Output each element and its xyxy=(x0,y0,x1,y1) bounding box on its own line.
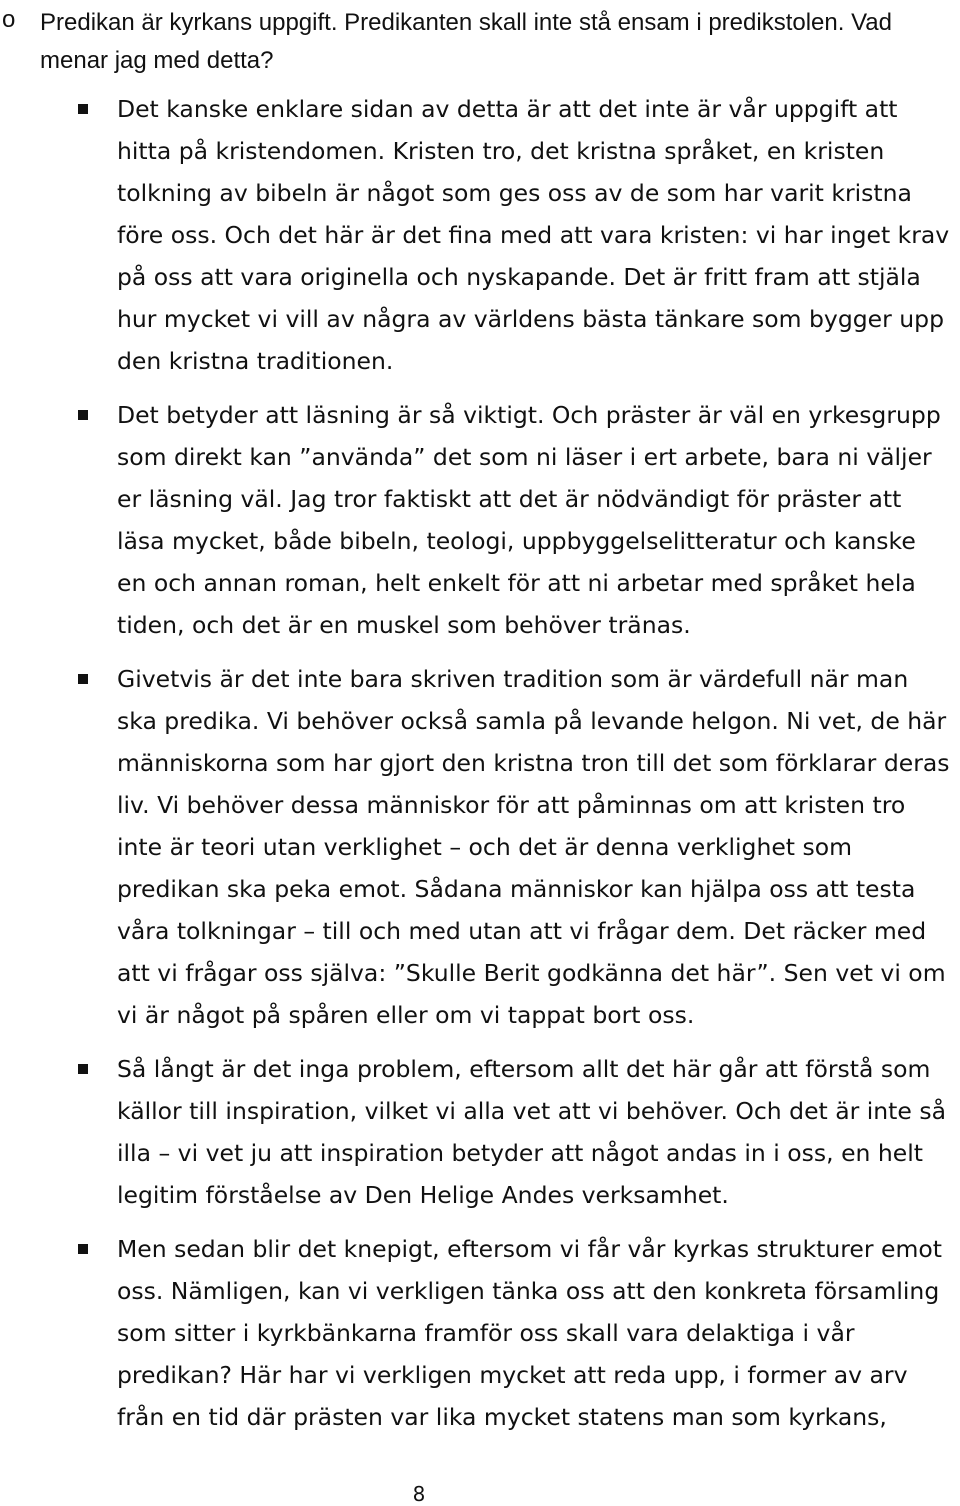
bullet-text: Men sedan blir det knepigt, eftersom vi får vår kyrkas strukturer emot oss. Nämligen, kan vi verkligen tänka oss att den konkreta församling som sitter i kyrkbänkarna framför oss skall vara delaktiga i vår predikan? Här har vi verkligen mycket att reda upp, i former av arv från en tid där prästen var lika mycket statens man som kyrkans, xyxy=(117,1235,942,1431)
bullet-item xyxy=(0,88,960,382)
bullet-text: Så långt är det inga problem, eftersom allt det här går att förstå som källor till inspiration, vilket vi alla vet att vi behöver. Och det är inte så illa – vi vet ju att inspiration betyder att något andas in i oss, en helt legitim förståelse av Den Helige Andes verksamhet. xyxy=(117,1055,946,1209)
square-bullet-icon xyxy=(78,1244,88,1254)
bullet-item xyxy=(0,658,960,1036)
square-bullet-icon xyxy=(78,1064,88,1074)
square-bullet-icon xyxy=(78,410,88,420)
bullet-text: Givetvis är det inte bara skriven tradition som är värdefull när man ska predika. Vi behöver också samla på levande helgon. Ni vet, de här människorna som har gjort den kristna tron till det som förklarar deras liv. Vi behöver dessa människor för att påminnas om att kristen tro inte är teori utan verklighet – och det är denna verklighet som predikan ska peka emot. Sådana människor kan hjälpa oss att testa våra tolkningar – till och med utan att vi frågar dem. Det räcker med att vi frågar oss själva: ”Skulle Berit godkänna det här”. Sen vet vi om vi är något på spåren eller om vi tappat bort oss. xyxy=(117,665,950,1029)
square-bullet-list xyxy=(0,88,960,1450)
bullet-item xyxy=(0,1048,960,1216)
circle-bullet-marker: o xyxy=(2,6,16,33)
page-number: 8 xyxy=(412,1482,426,1506)
square-bullet-icon xyxy=(78,104,88,114)
bullet-text: Det kanske enklare sidan av detta är att det inte är vår uppgift att hitta på kristendomen. Kristen tro, det kristna språket, en kristen tolkning av bibeln är något som ges oss av de som har varit kristna före oss. Och det här är det fina med att vara kristen: vi har inget krav på oss att vara originella och nyskapande. Det är fritt fram att stjäla hur mycket vi vill av några av världens bästa tänkare som bygger upp den kristna traditionen. xyxy=(117,95,950,375)
square-bullet-icon xyxy=(78,674,88,684)
bullet-item xyxy=(0,1228,960,1438)
bullet-item xyxy=(0,394,960,646)
top-list-item-text: Predikan är kyrkans uppgift. Predikanten skall inte stå ensam i predikstolen. Vad menar jag med detta? xyxy=(40,9,892,74)
bullet-text: Det betyder att läsning är så viktigt. Och präster är väl en yrkesgrupp som direkt kan ”använda” det som ni läser i ert arbete, bara ni väljer er läsning väl. Jag tror faktiskt att det är nödvändigt för präster att läsa mycket, både bibeln, teologi, uppbyggelselitteratur och kanske en och annan roman, helt enkelt för att ni arbetar med språket hela tiden, och det är en muskel som behöver tränas. xyxy=(117,401,941,639)
